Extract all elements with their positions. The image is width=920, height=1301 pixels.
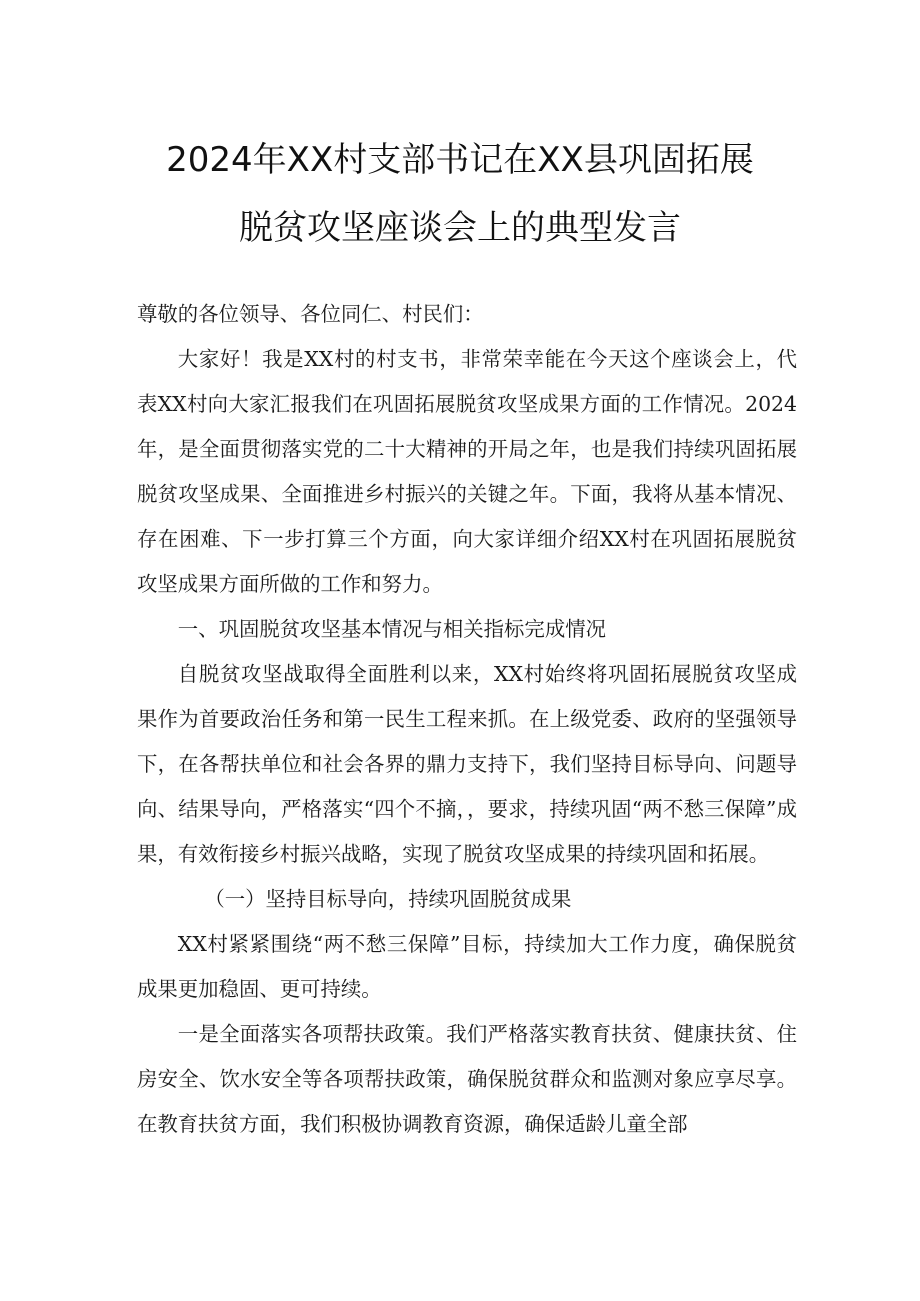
subsection-heading-1: （一）坚持目标导向，持续巩固脱贫成果 — [204, 887, 572, 911]
section-heading-1: 一、巩固脱贫攻坚基本情况与相关指标完成情况 — [177, 617, 606, 641]
document-title-line-1: 2024年XX村支部书记在XX县巩固拓展 — [166, 140, 754, 180]
document-body — [137, 292, 797, 1147]
paragraph-point-1: 一是全面落实各项帮扶政策。我们严格落实教育扶贫、健康扶贫、住房安全、饮水安全等各项帮扶政策，确保脱贫群众和监测对象应享尽享。在教育扶贫方面，我们积极协调教育资源，确保适龄儿童全部 — [137, 1022, 797, 1136]
salutation: 尊敬的各位领导、各位同仁、村民们： — [137, 302, 484, 326]
document-title-line-2: 脱贫攻坚座谈会上的典型发言 — [239, 208, 681, 248]
paragraph-intro: 大家好！我是XX村的村支书，非常荣幸能在今天这个座谈会上，代表XX村向大家汇报我们在巩固拓展脱贫攻坚成果方面的工作情况。2024年，是全面贯彻落实党的二十大精神的开局之年，也是我们持续巩固拓展脱贫攻坚成果、全面推进乡村振兴的关键之年。下面，我将从基本情况、存在困难、下一步打算三个方面，向大家详细介绍XX村在巩固拓展脱贫攻坚成果方面所做的工作和努力。 — [137, 347, 797, 596]
paragraph-section-1: 自脱贫攻坚战取得全面胜利以来，XX村始终将巩固拓展脱贫攻坚成果作为首要政治任务和第一民生工程来抓。在上级党委、政府的坚强领导下，在各帮扶单位和社会各界的鼎力支持下，我们坚持目标导向、问题导向、结果导向，严格落实“四个不摘，，要求，持续巩固“两不愁三保障”成果，有效衔接乡村振兴战略，实现了脱贫攻坚成果的持续巩固和拓展。 — [137, 662, 797, 866]
paragraph-subsection-1: XX村紧紧围绕“两不愁三保障”目标，持续加大工作力度，确保脱贫成果更加稳固、更可持续。 — [137, 932, 797, 1001]
